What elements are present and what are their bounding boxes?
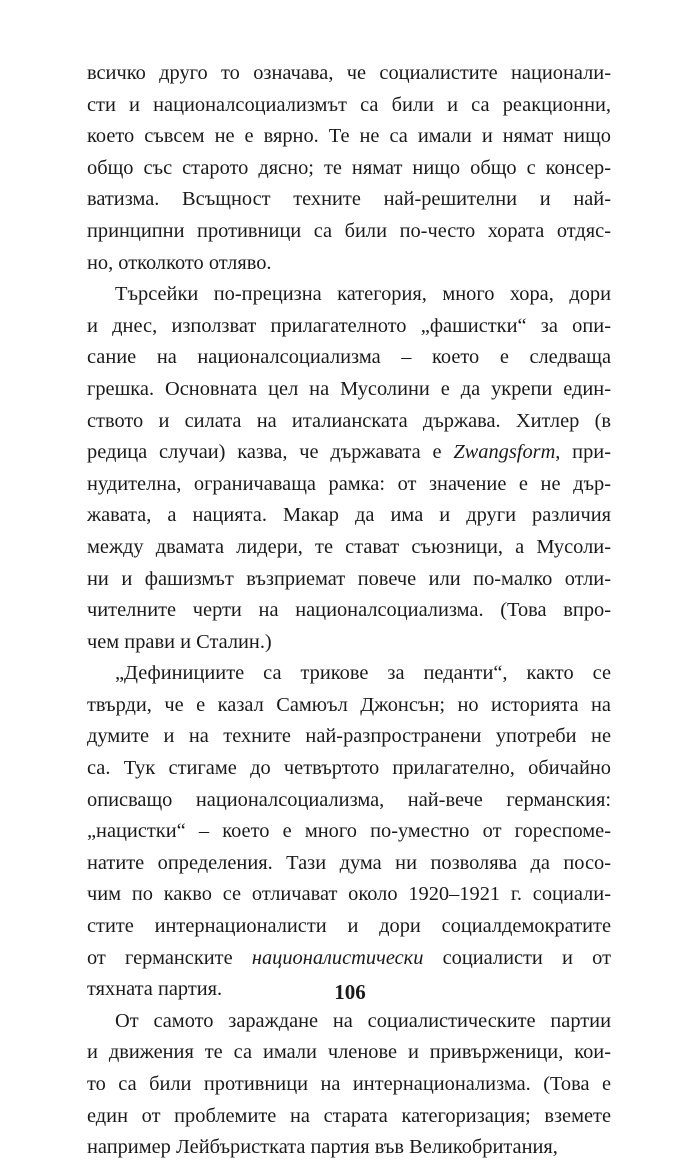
text-segment: „Дефинициите са трикове за педанти“, както се xyxy=(115,662,611,685)
text-line xyxy=(87,153,611,185)
text-line xyxy=(87,658,611,690)
page-number: 106 xyxy=(334,980,366,1004)
text-line xyxy=(87,437,611,469)
text-line xyxy=(87,627,611,659)
text-line xyxy=(87,1132,611,1164)
paragraph xyxy=(87,658,611,1006)
text-line xyxy=(87,848,611,880)
text-line xyxy=(87,690,611,722)
text-line xyxy=(87,406,611,438)
text-segment: чем прави и Сталин.) xyxy=(87,630,272,653)
text-segment: Търсейки по-прецизна категория, много хора, дори xyxy=(115,283,611,306)
text-line xyxy=(87,58,611,90)
text-line xyxy=(87,532,611,564)
text-segment: ватизма. Всъщност техните най-решителни и най- xyxy=(87,188,611,211)
text-line xyxy=(87,469,611,501)
paragraph xyxy=(87,58,611,279)
text-segment: принципни противници са били по-често хората отдяс- xyxy=(87,219,611,242)
text-segment: общо със старото дясно; те нямат нищо общо с консер- xyxy=(87,156,611,179)
text-line xyxy=(87,216,611,248)
text-segment: социалисти и от xyxy=(423,946,611,969)
text-line xyxy=(87,595,611,627)
text-segment: и днес, използват прилагателното „фашистки“ за опи- xyxy=(87,314,611,337)
text-segment: От самото зараждане на социалистическите партии xyxy=(115,1009,611,1032)
text-line xyxy=(87,184,611,216)
text-segment: от германските xyxy=(87,946,252,969)
italic-text: националистически xyxy=(251,946,424,969)
text-segment: чим по какво се отличават около 1920–1921 г. социали- xyxy=(87,883,611,906)
text-segment: и движения те са имали членове и привърженици, кои- xyxy=(87,1041,611,1064)
text-segment: чителните черти на националсоциализма. (Това впро- xyxy=(87,599,611,622)
text-segment: то са били противници на интернационализма. (Това е xyxy=(87,1073,611,1095)
text-segment: ството и силата на италианската държава. Хитлер (в xyxy=(87,409,611,432)
text-segment: думите и на техните най-разпространени употреби не xyxy=(87,725,611,748)
text-segment: което съвсем не е вярно. Те не са имали и нямат нищо xyxy=(87,125,611,148)
text-segment: но, отколкото отляво. xyxy=(87,251,272,274)
text-line xyxy=(87,721,611,753)
text-line xyxy=(87,121,611,153)
text-segment: натите определения. Тази дума ни позволява да посо- xyxy=(87,851,611,874)
text-segment: сти и националсоциализмът са били и са реакционни, xyxy=(87,93,611,116)
paragraph xyxy=(87,1006,611,1164)
text-line xyxy=(87,1037,611,1069)
paragraph xyxy=(87,279,611,658)
text-segment: жавата, а нацията. Макар да има и други различия xyxy=(87,504,611,527)
text-segment: един от проблемите на старата категоризация; вземете xyxy=(87,1104,611,1127)
text-line xyxy=(87,342,611,374)
text-segment: редица случаи) казва, че държавата е xyxy=(87,441,454,464)
text-segment: например Лейбъристката партия във Великобритания, xyxy=(87,1136,558,1159)
text-line xyxy=(87,311,611,343)
text-segment: нудителна, ограничаваща рамка: от значение е не дър- xyxy=(87,472,611,495)
text-line xyxy=(87,1006,611,1038)
text-segment: тяхната партия. xyxy=(87,978,223,1001)
text-segment: стите интернационалисти и дори социалдемократите xyxy=(87,915,611,938)
text-line xyxy=(87,248,611,280)
text-segment: „нацистки“ – което е много по-уместно от гореспоме- xyxy=(87,820,611,843)
text-segment: описващо националсоциализма, най-вече германския: xyxy=(87,788,611,811)
text-line xyxy=(87,279,611,311)
text-segment: между двамата лидери, те стават съюзници, а Мусоли- xyxy=(87,535,611,558)
text-segment: грешка. Основната цел на Мусолини е да укрепи един- xyxy=(87,377,611,400)
text-line xyxy=(87,90,611,122)
text-line xyxy=(87,911,611,943)
text-segment: твърди, че е казал Самюъл Джонсън; но историята на xyxy=(87,693,611,716)
text-segment: всичко друго то означава, че социалистите национали- xyxy=(87,62,611,84)
text-line xyxy=(87,879,611,911)
text-line xyxy=(87,816,611,848)
text-line xyxy=(87,564,611,596)
text-line xyxy=(87,1069,611,1101)
text-line xyxy=(87,753,611,785)
text-line xyxy=(87,500,611,532)
text-segment: са. Тук стигаме до четвъртото прилагателно, обичайно xyxy=(87,757,611,780)
text-line xyxy=(87,374,611,406)
text-line xyxy=(87,943,611,975)
text-segment: ни и фашизмът възприемат повече или по-малко отли- xyxy=(87,567,611,590)
italic-text: Zwangsform xyxy=(453,441,556,464)
text-segment: сание на националсоциализма – което е следваща xyxy=(87,346,611,369)
text-line xyxy=(87,1101,611,1133)
text-line xyxy=(87,785,611,817)
text-segment: , при- xyxy=(555,441,611,464)
